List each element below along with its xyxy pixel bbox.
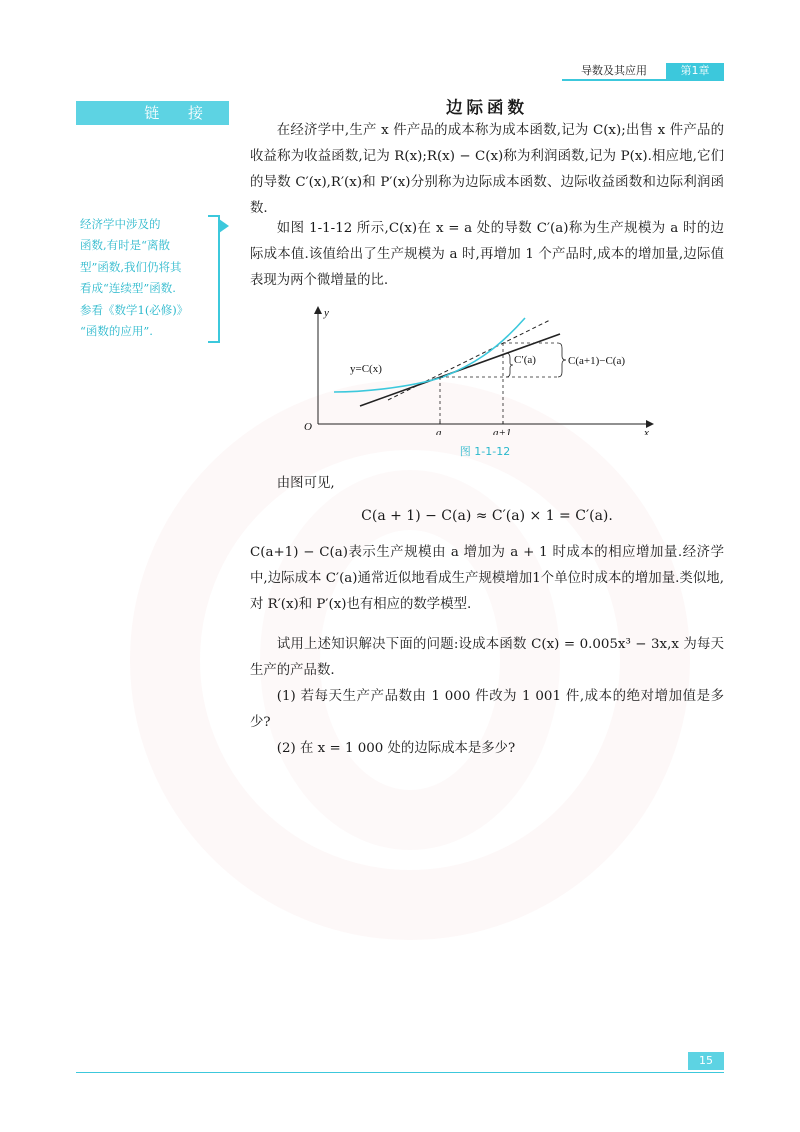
paragraph-marginal-cost: 如图 1-1-12 所示,C(x)在 x = a 处的导数 C′(a)称为生产规模为 a 时的边际成本值.该值给出了生产规模为 a 时,再增加 1 个产品时,成本的增加量,边际值表现为两个微增量的比.	[250, 221, 724, 288]
sidebar-note-line: 参看《数学1(必修)》	[80, 302, 189, 317]
header-chapter-title: 导数及其应用	[581, 64, 647, 77]
sidebar-banner-label: 链 接	[144, 104, 215, 122]
sidebar-note-line: 经济学中涉及的	[80, 217, 161, 231]
sidebar-note-line: 看成“连续型”函数.	[80, 281, 176, 296]
sidebar-link-banner	[76, 101, 229, 125]
paragraph-definitions: 在经济学中,生产 x 件产品的成本称为成本函数,记为 C(x);出售 x 件产品的收益称为收益函数,记为 R(x);R(x) − C(x)称为利润函数,记为 P(x).相应地,它们的导数 C′(x),R′(x)和 P′(x)分别称为边际成本函数、边际收益函数和边际利润函数.	[250, 123, 724, 216]
sidebar-note-line: 函数,有时是“离散	[80, 238, 171, 253]
footer-divider	[76, 1072, 724, 1073]
paragraph-from-graph: 由图可见,	[276, 476, 335, 491]
question-1: (1) 若每天生产产品数由 1 000 件改为 1 001 件,成本的绝对增加值是多少?	[250, 689, 724, 730]
label-origin: O	[304, 421, 312, 433]
formula-approximation: C(a + 1) − C(a) ≈ C′(a) × 1 = C′(a).	[361, 508, 613, 524]
label-curve: y=C(x)	[350, 363, 382, 375]
figure-marginal-cost-graph	[300, 300, 660, 435]
label-a-plus-1: a+1	[493, 427, 512, 435]
label-x-axis: x	[644, 427, 649, 435]
derivative-brace	[506, 353, 513, 377]
sidebar-pointer-icon	[219, 219, 229, 233]
question-2: (2) 在 x = 1 000 处的边际成本是多少?	[276, 741, 516, 756]
sidebar-bracket	[208, 215, 220, 343]
sidebar-note-line: 型”函数,我们仍将其	[80, 259, 182, 274]
page-number: 15	[688, 1052, 724, 1070]
label-a: a	[436, 427, 442, 435]
paragraph-exercise: 试用上述知识解决下面的问题:设成本函数 C(x) = 0.005x³ − 3x,x 为每天生产的产品数.	[250, 637, 724, 678]
sidebar-note-line: “函数的应用”.	[80, 324, 153, 339]
graph-svg	[300, 300, 660, 435]
section-title: 边际函数	[446, 98, 528, 117]
paragraph-explanation: C(a+1) − C(a)表示生产规模由 a 增加为 a + 1 时成本的相应增加量.经济学中,边际成本 C′(a)通常近似地看成生产规模增加1个单位时成本的增加量.类似地,对 R′(x)和 P′(x)也有相应的数学模型.	[250, 545, 724, 612]
label-derivative: C′(a)	[514, 354, 536, 366]
difference-brace	[558, 343, 566, 377]
figure-caption: 图 1-1-12	[459, 445, 511, 458]
sidebar-note	[80, 214, 208, 342]
label-difference: C(a+1)−C(a)	[568, 355, 625, 367]
cost-curve	[334, 318, 525, 392]
header-divider	[562, 79, 724, 81]
header-chapter-badge: 第1章	[666, 63, 724, 79]
label-y-axis: y	[324, 307, 329, 319]
